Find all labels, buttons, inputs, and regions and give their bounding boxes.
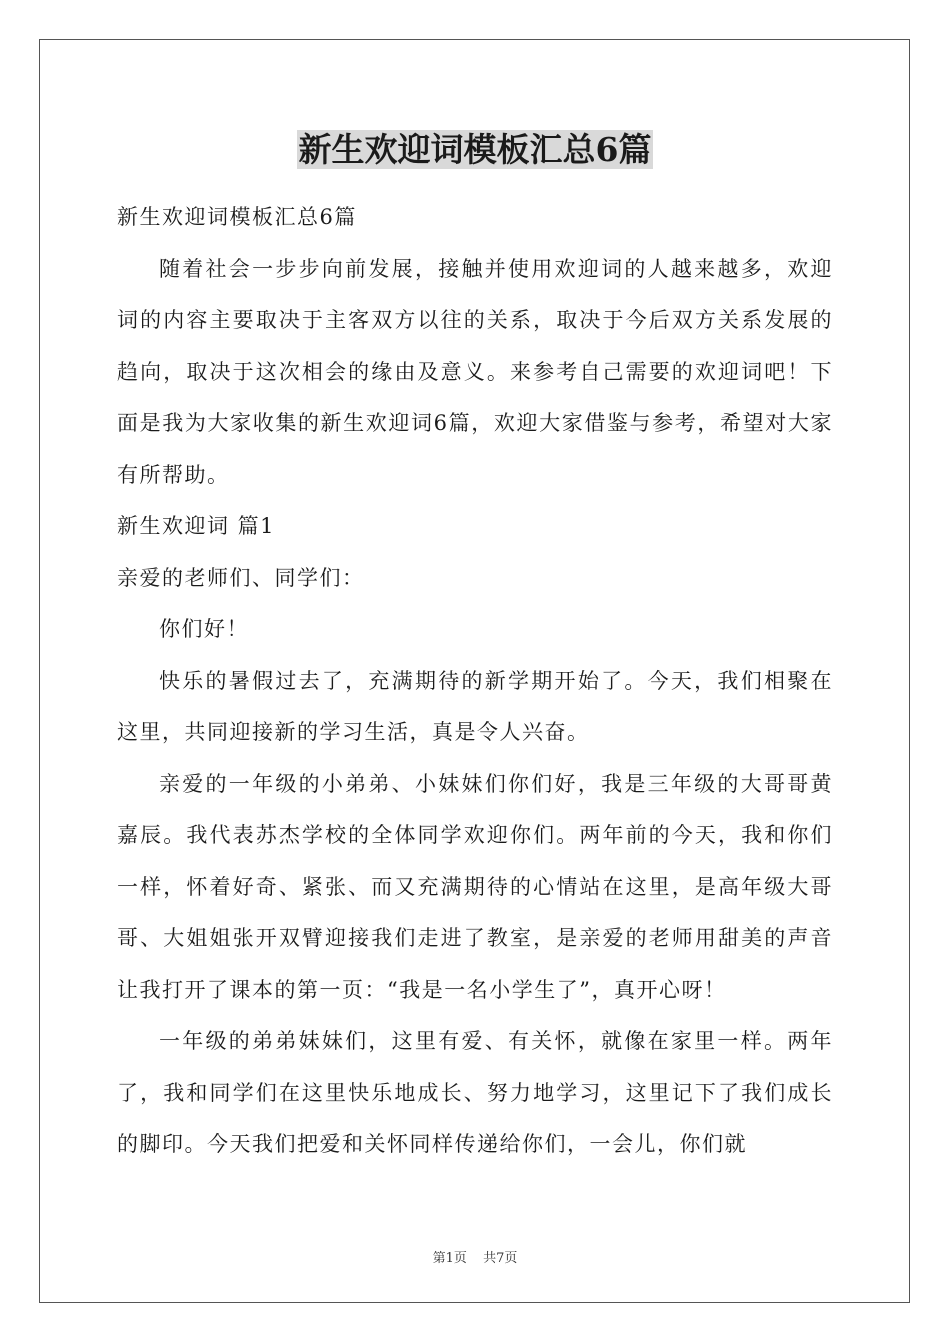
- intro-paragraph: 随着社会一步步向前发展，接触并使用欢迎词的人越来越多，欢迎词的内容主要取决于主客双方以往的关系，取决于今后双方关系发展的趋向，取决于这次相会的缘由及意义。来参考自己需要的欢迎词吧！下面是我为大家收集的新生欢迎词6篇，欢迎大家借鉴与参考，希望对大家有所帮助。: [117, 256, 833, 487]
- body-paragraph: 快乐的暑假过去了，充满期待的新学期开始了。今天，我们相聚在这里，共同迎接新的学习生活，真是令人兴奋。: [117, 668, 833, 744]
- body-paragraph: 一年级的弟弟妹妹们，这里有爱、有关怀，就像在家里一样。两年了，我和同学们在这里快乐地成长、努力地学习，这里记下了我们成长的脚印。今天我们把爱和关怀同样传递给你们，一会儿，你们就: [117, 1029, 833, 1156]
- document-title-text: 新生欢迎词模板汇总6篇: [298, 130, 652, 169]
- salutation: 亲爱的老师们、同学们：: [117, 565, 365, 590]
- document-title: [117, 122, 833, 178]
- document-body: [117, 122, 833, 1171]
- body-paragraph: 亲爱的一年级的小弟弟、小妹妹们你们好，我是三年级的大哥哥黄嘉辰。我代表苏杰学校的全体同学欢迎你们。两年前的今天，我和你们一样，怀着好奇、紧张、而又充满期待的心情站在这里，是高年级大哥哥、大姐姐张开双臂迎接我们走进了教室，是亲爱的老师用甜美的声音让我打开了课本的第一页：“我是一名小学生了”，真开心呀！: [117, 771, 833, 1002]
- page-total: 共7页: [483, 1251, 518, 1266]
- page-number: 第1页: [432, 1251, 467, 1266]
- section-heading: 新生欢迎词 篇1: [117, 514, 276, 538]
- page-footer: [0, 1247, 950, 1266]
- document-subtitle: 新生欢迎词模板汇总6篇: [117, 205, 357, 229]
- greeting: 你们好！: [159, 617, 249, 641]
